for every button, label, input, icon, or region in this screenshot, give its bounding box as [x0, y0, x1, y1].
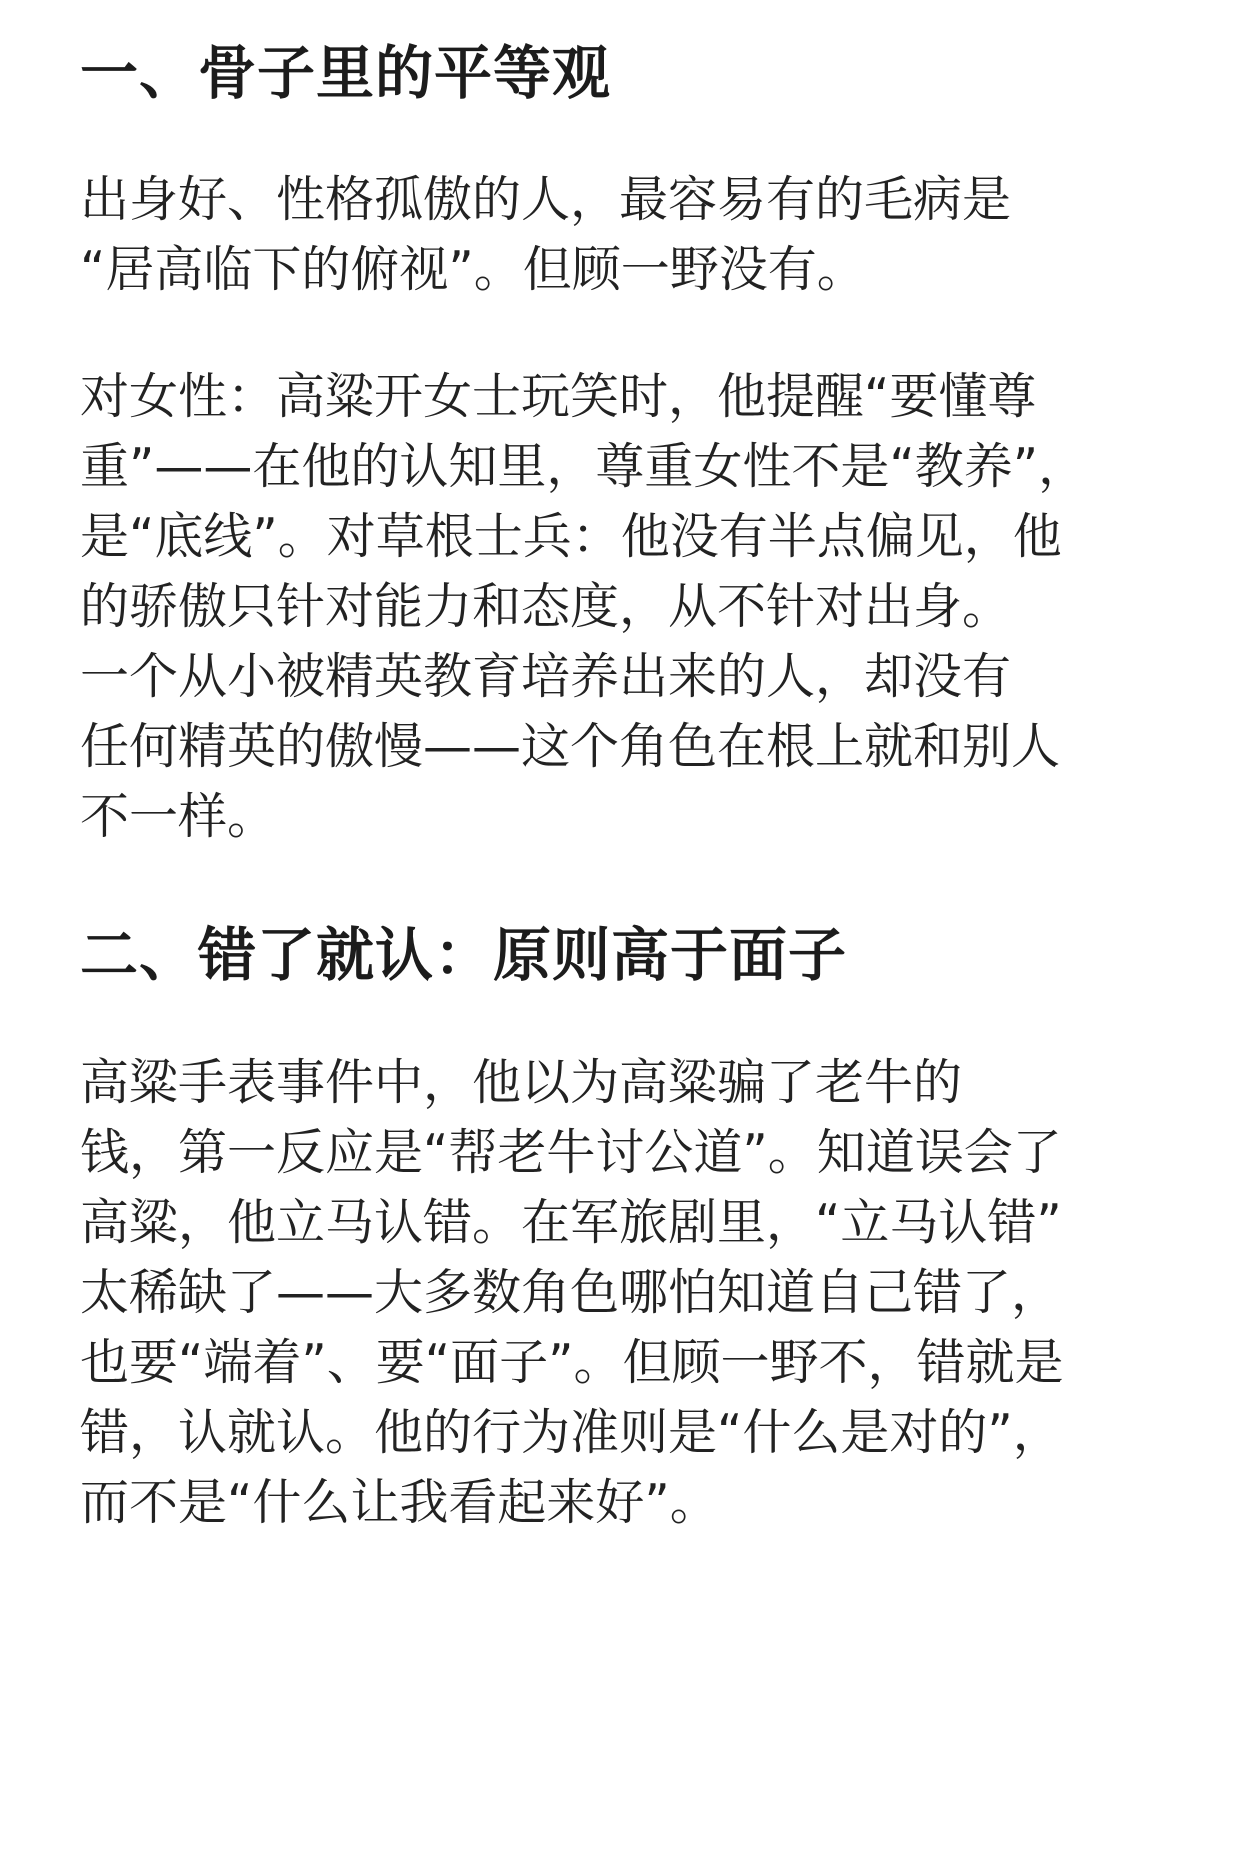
- paragraph-line: 高粱，他立马认错。在军旅剧里，“立马认错”: [80, 1194, 1062, 1251]
- paragraph-line: 不一样。: [80, 788, 277, 845]
- paragraph-line: 一个从小被精英教育培养出来的人，却没有: [80, 648, 1012, 705]
- paragraph-line: 出身好、性格孤傲的人，最容易有的毛病是: [80, 171, 1012, 228]
- paragraph-line: 对女性：高粱开女士玩笑时，他提醒“要懂尊: [80, 368, 1037, 425]
- paragraph-line: 重”——在他的认知里，尊重女性不是“教养”，: [80, 438, 1088, 495]
- section-heading-2: 二、错了就认：原则高于面子: [80, 921, 848, 989]
- paragraph-line: 高粱手表事件中，他以为高粱骗了老牛的: [80, 1054, 963, 1111]
- paragraph-line: 错，认就认。他的行为准则是“什么是对的”，: [80, 1404, 1062, 1461]
- section-heading-1: 一、骨子里的平等观: [80, 39, 612, 107]
- paragraph-line: 也要“端着”、要“面子”。但顾一野不，错就是: [80, 1334, 1064, 1391]
- paragraph-line: 是“底线”。对草根士兵：他没有半点偏见，他: [80, 508, 1062, 565]
- paragraph-line: “居高临下的俯视”。但顾一野没有。: [80, 241, 866, 298]
- paragraph-line: 钱，第一反应是“帮老牛讨公道”。知道误会了: [80, 1124, 1062, 1181]
- paragraph-line: 的骄傲只针对能力和态度，从不针对出身。: [80, 578, 1012, 635]
- paragraph-line: 任何精英的傲慢——这个角色在根上就和别人: [80, 718, 1061, 775]
- paragraph-line: 而不是“什么让我看起来好”。: [80, 1474, 719, 1531]
- paragraph-line: 太稀缺了——大多数角色哪怕知道自己错了，: [80, 1264, 1061, 1321]
